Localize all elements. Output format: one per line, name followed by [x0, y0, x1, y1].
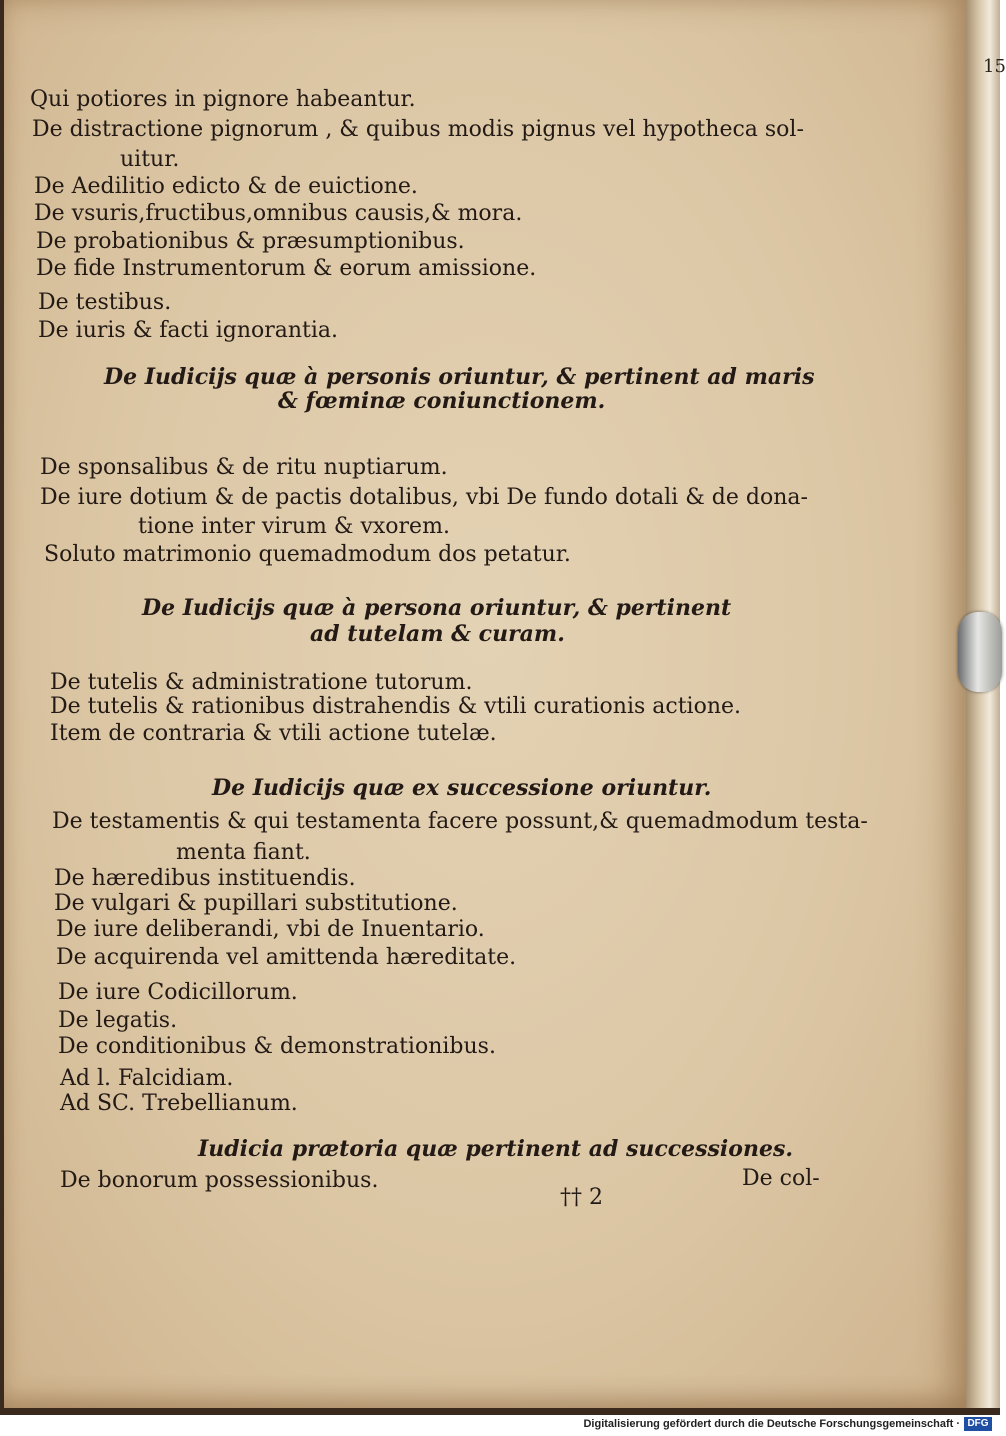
toc-line: De testibus.	[38, 290, 172, 315]
catchword: De col-	[742, 1166, 820, 1191]
toc-line: De tutelis & rationibus distrahendis & vtili curationis actione.	[50, 694, 742, 719]
digitization-footer	[0, 1415, 1000, 1436]
toc-line: De legatis.	[58, 1008, 178, 1033]
page-edge-stack	[966, 0, 1000, 1408]
toc-line: De sponsalibus & de ritu nuptiarum.	[40, 455, 448, 480]
edge-page-number: 15	[983, 56, 1006, 77]
toc-line: Soluto matrimonio quemadmodum dos petatur.	[44, 542, 571, 567]
section-heading: & fœminæ coniunctionem.	[278, 388, 606, 414]
toc-line: De probationibus & præsumptionibus.	[36, 229, 465, 254]
page-clip	[958, 612, 1002, 692]
toc-line: De tutelis & administratione tutorum.	[50, 670, 473, 695]
section-heading: De Iudicijs quæ à personis oriuntur, & pertinent ad maris	[104, 364, 815, 390]
toc-line: uitur.	[120, 147, 180, 172]
toc-line: De conditionibus & demonstrationibus.	[58, 1034, 496, 1059]
toc-line: De testamentis & qui testamenta facere possunt,& quemadmodum testa-	[52, 809, 868, 834]
toc-line: De bonorum possessionibus.	[60, 1168, 379, 1193]
toc-line: De fide Instrumentorum & eorum amissione.	[36, 256, 537, 281]
toc-line: De Aedilitio edicto & de euictione.	[34, 174, 418, 199]
toc-line: menta fiant.	[176, 840, 311, 865]
toc-line: Item de contraria & vtili actione tutelæ.	[50, 721, 497, 746]
toc-line: De vulgari & pupillari substitutione.	[54, 891, 458, 916]
toc-line: tione inter virum & vxorem.	[138, 514, 450, 539]
dfg-logo: DFG	[964, 1417, 992, 1431]
section-heading: De Iudicijs quæ à persona oriuntur, & pertinent	[142, 595, 732, 621]
section-heading: De Iudicijs quæ ex successione oriuntur.	[212, 775, 712, 801]
section-heading: ad tutelam & curam.	[310, 621, 565, 647]
section-heading: Iudicia prætoria quæ pertinent ad successiones.	[198, 1136, 793, 1162]
toc-line: De iure deliberandi, vbi de Inuentario.	[56, 917, 485, 942]
footer-credit: Digitalisierung gefördert durch die Deutsche Forschungsgemeinschaft ·	[583, 1418, 960, 1430]
toc-line: De iure Codicillorum.	[58, 980, 298, 1005]
toc-line: De iure dotium & de pactis dotalibus, vbi De fundo dotali & de dona-	[40, 485, 808, 510]
toc-line: Ad SC. Trebellianum.	[60, 1091, 298, 1116]
toc-line: Qui potiores in pignore habeantur.	[30, 87, 416, 112]
toc-line: De iuris & facti ignorantia.	[38, 318, 339, 343]
toc-line: De distractione pignorum , & quibus modis pignus vel hypotheca sol-	[32, 117, 804, 142]
signature-mark: †† 2	[560, 1185, 603, 1210]
toc-line: De hæredibus instituendis.	[54, 866, 356, 891]
toc-line: De acquirenda vel amittenda hæreditate.	[56, 945, 517, 970]
toc-line: Ad l. Falcidiam.	[60, 1066, 234, 1091]
toc-line: De vsuris,fructibus,omnibus causis,& mora.	[34, 201, 523, 226]
